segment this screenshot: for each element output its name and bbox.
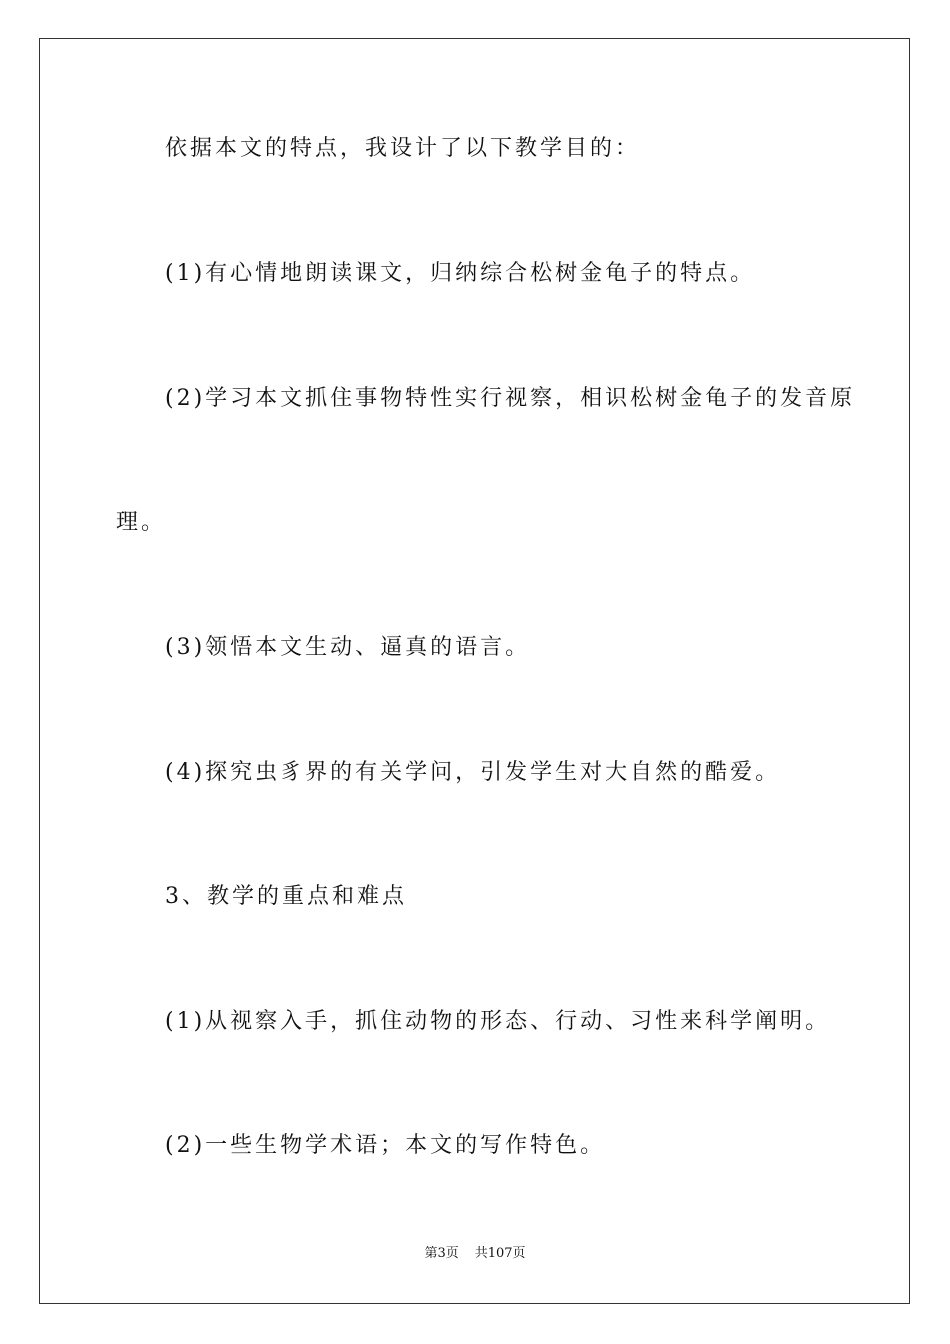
- paragraph-key-point-2: (2)一些生物学术语；本文的写作特色。: [165, 1133, 606, 1158]
- paragraph-goal-2-continued: 理。: [116, 510, 167, 535]
- section-heading: 3、教学的重点和难点: [165, 884, 407, 909]
- page-total: 共107页: [474, 1246, 526, 1261]
- paragraph-goal-3: (3)领悟本文生动、逼真的语言。: [165, 635, 531, 660]
- paragraph-goal-2: (2)学习本文抓住事物特性实行视察，相识松树金龟子的发音原: [165, 386, 856, 411]
- paragraph-goal-4: (4)探究虫豸界的有关学问，引发学生对大自然的酷爱。: [165, 760, 781, 785]
- page-number: 第3页: [424, 1246, 459, 1261]
- paragraph-key-point-1: (1)从视察入手，抓住动物的形态、行动、习性来科学阐明。: [165, 1009, 831, 1034]
- paragraph-intro: 依据本文的特点，我设计了以下教学目的：: [165, 136, 641, 161]
- page-border: [39, 38, 910, 1304]
- paragraph-goal-1: (1)有心情地朗读课文，归纳综合松树金龟子的特点。: [165, 261, 756, 286]
- page-footer: [0, 1246, 950, 1262]
